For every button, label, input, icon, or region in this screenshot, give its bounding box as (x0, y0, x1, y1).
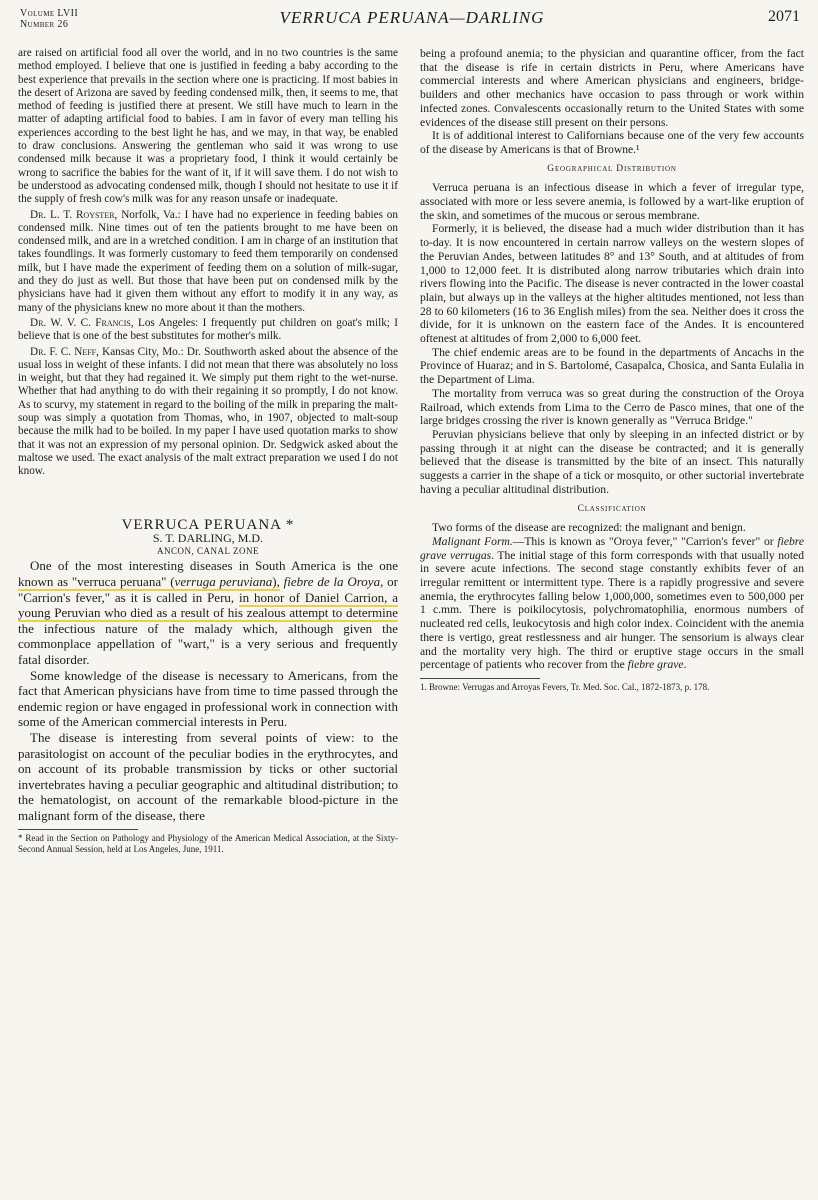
malignant-text: —This is known as "Oroya fever," "Carrion's fever" or (512, 534, 778, 548)
malignant-italic: fiebre grave (627, 658, 684, 672)
number-label: Number 26 (20, 19, 69, 30)
intro-italic: fiebre de la Oroya (279, 573, 381, 589)
footnote-rule (18, 829, 138, 830)
malignant-text: . (683, 658, 687, 672)
malignant-label: Malignant Form. (432, 534, 513, 548)
geo-paragraph-1: Verruca peruana is an infectious disease in which a fever of irregular type, associated with more or less severe anemia, is followed by a wart-like eruption of the skin, and sometimes of the mucous or serous membrane. (420, 181, 804, 222)
knowledge-paragraph: Some knowledge of the disease is necessary to Americans, from the fact that American physicians have from time to time passed through the endemic region or have engaged in professional work in connection with some of the American commercial interests in Peru. (18, 667, 398, 730)
discussion-paragraph: are raised on artificial food all over the world, and in no two countries is the same method employed. I believe that one is justified in feeding a baby according to the best experience that prevails in the section where one is practicing. If most babies in the desert of Arizona are saved by feeding condensed milk, then, it seems to me, that method of feeding is justified there at present. We still have much to learn in the matter of adapting artificial food to babies. I am in favor of every man telling his experiences according to the best light he has, and we may, in that way, be enabled to draw conclusions. Answering the gentleman who said it was wrong to use condensed milk because it was a proprietary food, I think it would certainly be wrong to sacrifice the babies for the want of it, if it will save them. I do not wish to be understood as advocating condensed milk, though I should not hesitate to use it if the supply of fresh cow's milk was for any reason unsafe or inadequate. (18, 47, 398, 206)
class-paragraph-1: Two forms of the disease are recognized: the malignant and benign. (432, 521, 746, 535)
geo-paragraph-2: Formerly, it is believed, the disease had a much wider distribution than it has to-day. It is now encountered in certain narrow valleys on the western slopes of the Peruvian Andes, between latitudes 8° and 13° South, and at altitudes of from 1,000 to 12,000 feet. It is distributed along narrow tributaries which drain into rivers flowing into the Pacific. The disease is never contracted in the lower coastal plain, but always up in the valleys at the higher altitudes mentioned, not less than 28 to 60 kilometers (16 to 36 English miles) from the sea. Neither does it cross the divide, for it is unknown on the eastern face of the Andes. It is encountered oftenest at altitudes of from 2,000 to 6,000 feet. (420, 222, 804, 346)
running-title: VERRUCA PERUANA—DARLING (279, 8, 545, 27)
intro-text: , or "Carrion's fever," as it is called in Peru, (18, 573, 398, 605)
page-number: 2071 (768, 8, 800, 25)
footnote-rule (420, 678, 540, 679)
intro-highlight-italic: verruga peruviana (174, 573, 273, 589)
footnote: * Read in the Section on Pathology and Physiology of the American Medical Association, at the Sixty-Second Annual Session, held at Los Angeles, June, 1911. (18, 833, 398, 854)
right-column (420, 47, 804, 692)
continuation-paragraph: being a profound anemia; to the physician and quarantine officer, from the fact that the disease is rife in certain districts in Peru, where Americans have commercial interests and where American physicians and engineers, bridge-builders and other mechanics have occasion to pass through or work within infected zones. Convalescents occasionally return to the United States with some evidences of the disease still present on their persons. (420, 47, 804, 129)
interest-paragraph: The disease is interesting from several points of view: to the parasitologist on account of the peculiar bodies in the erythrocytes, and on account of its probable transmission by ticks or other suctorial invertebrates having a peculiar geographic and altitudinal distribution; to the hematologist, on account of the remarkable blood-picture in the malignant form of the disease, there (18, 729, 398, 823)
geo-paragraph-5: Peruvian physicians believe that only by sleeping in an infected district or by passing through it at night can the disease be contracted; and it is generally believed that the disease is transmitted by the bite of an insect. This naturally suggests a carrier in the shape of a tick or mosquito, or other suctorial invertebrate having a peculiar altitudinal distribution. (420, 427, 804, 496)
running-head (20, 6, 804, 42)
intro-highlight-end: ), (272, 573, 280, 589)
speaker-name: Dr. L. T. Royster, (30, 208, 118, 221)
speaker-name: Dr. W. V. C. Francis, (30, 316, 134, 329)
malignant-text: . The initial stage of this form corresponds with that usually noted in severe acute infections. The second stage constantly exhibits fever of an irregular remittent or intermittent type. There is a rapidly progressive and severe anemia, the erythrocytes falling below 1,000,000, sometimes even to 500,000 per 1 c.mm. There is poikilocytosis, polychromatophilia, enormous numbers of nucleated red cells, leukocytosis and high color index. Coincident with the anemia there is vertigo, great restlessness and air hunger. The sensorium is always clear and the mortality very high. The third or eruptive stage occurs in the small percentage of patients who recover from the (420, 548, 804, 672)
highlighted-text (18, 574, 280, 591)
article-title: VERRUCA PERUANA * (121, 516, 295, 533)
speaker-text: Los Angeles: I frequently put children on goat's milk; I believe that is one of the best substitutes for mother's milk. (18, 316, 399, 343)
section-heading-classification (420, 503, 804, 517)
speaker-name: Dr. F. C. Neff, (30, 345, 99, 358)
discussion-francis (18, 317, 398, 344)
footnote: 1. Browne: Verrugas and Arroyas Fevers, Tr. Med. Soc. Cal., 1872-1873, p. 178. (420, 681, 710, 692)
malignant-italic: fiebre grave verrugas (420, 534, 804, 562)
intro-text: One of the most interesting diseases in South America is the one (30, 558, 398, 574)
malignant-paragraph (420, 535, 804, 672)
article-body (18, 558, 398, 823)
intro-text: the infectious nature of the malady which, although given the commonplace appellation of "wart," is a very serious and frequently fatal disorder. (18, 620, 398, 667)
section-heading-geography (420, 163, 804, 177)
discussion-neff (18, 346, 398, 479)
intro-paragraph (18, 558, 398, 667)
discussion-royster (18, 209, 398, 315)
speaker-text: Kansas City, Mo.: Dr. Southworth asked about the absence of the usual loss in weight of these infants. I did not mean that there was absolutely no loss in weight, but that they had regained it. We simply put them right to the wet-nurse. Whether that had anything to do with their regaining it so promptly, I do not know. As to scurvy, my statement in regard to the boiling of the milk in preparing the malt-soup was simply a quotation from Thomas, who, in 1907, objected to malt-soup because the milk had to be boiled. In my paper I have used quotation marks to show that it was not an expression of my personal opinion. Dr. Sedgwick asked about the maltose we used. The exact analysis of the malt extract preparation we used I do not know. (18, 345, 398, 478)
highlighted-text-2: in honor of Daniel Carrion, a young Peruvian who died as a result of his zealous attempt to determine (18, 589, 398, 621)
left-column (18, 47, 398, 854)
article-author: S. T. DARLING, M.D. (152, 530, 264, 545)
california-paragraph: It is of additional interest to Californians because one of the very few accounts of the disease by Americans is that of Browne.¹ (420, 129, 804, 156)
section-heading-text: Geographical Distribution (547, 163, 677, 174)
volume-label: Volume LVII (20, 8, 79, 19)
speaker-text: Norfolk, Va.: I have had no experience in feeding babies on condensed milk. Nine times out of ten the patients brought to me have been on condensed milk, and are in a wretched condition. I am in charge of an institution that takes foundlings. It was formerly customary to feed them temporarily on condensed milk, but I have made the experiment of feeding them on a solution of milk-sugar, and they do just as well. But those that have been put on condensed milk by the physicians have had it given them without any effort to modify it in any way, as many of the physicians knew no more about it than the mothers. (18, 208, 398, 314)
geo-paragraph-3: The chief endemic areas are to be found in the departments of Ancachs in the Province of Huaraz; and in S. Bartolomé, Casapalca, Chosica, and Santa Eulalia in the Department of Lima. (420, 345, 804, 387)
intro-highlight-1: known as "verruca peruana" ( (18, 573, 175, 589)
section-heading-text: Classification (577, 503, 647, 514)
geo-paragraph-4: The mortality from verruca was so great during the construction of the Oroya Railroad, which extends from Lima to the Cerro de Pasco mines, that one of the large bridges crossing the river is known generally as "Verruca Bridge." (420, 386, 804, 428)
article-affiliation: ANCON, CANAL ZONE (157, 546, 259, 557)
